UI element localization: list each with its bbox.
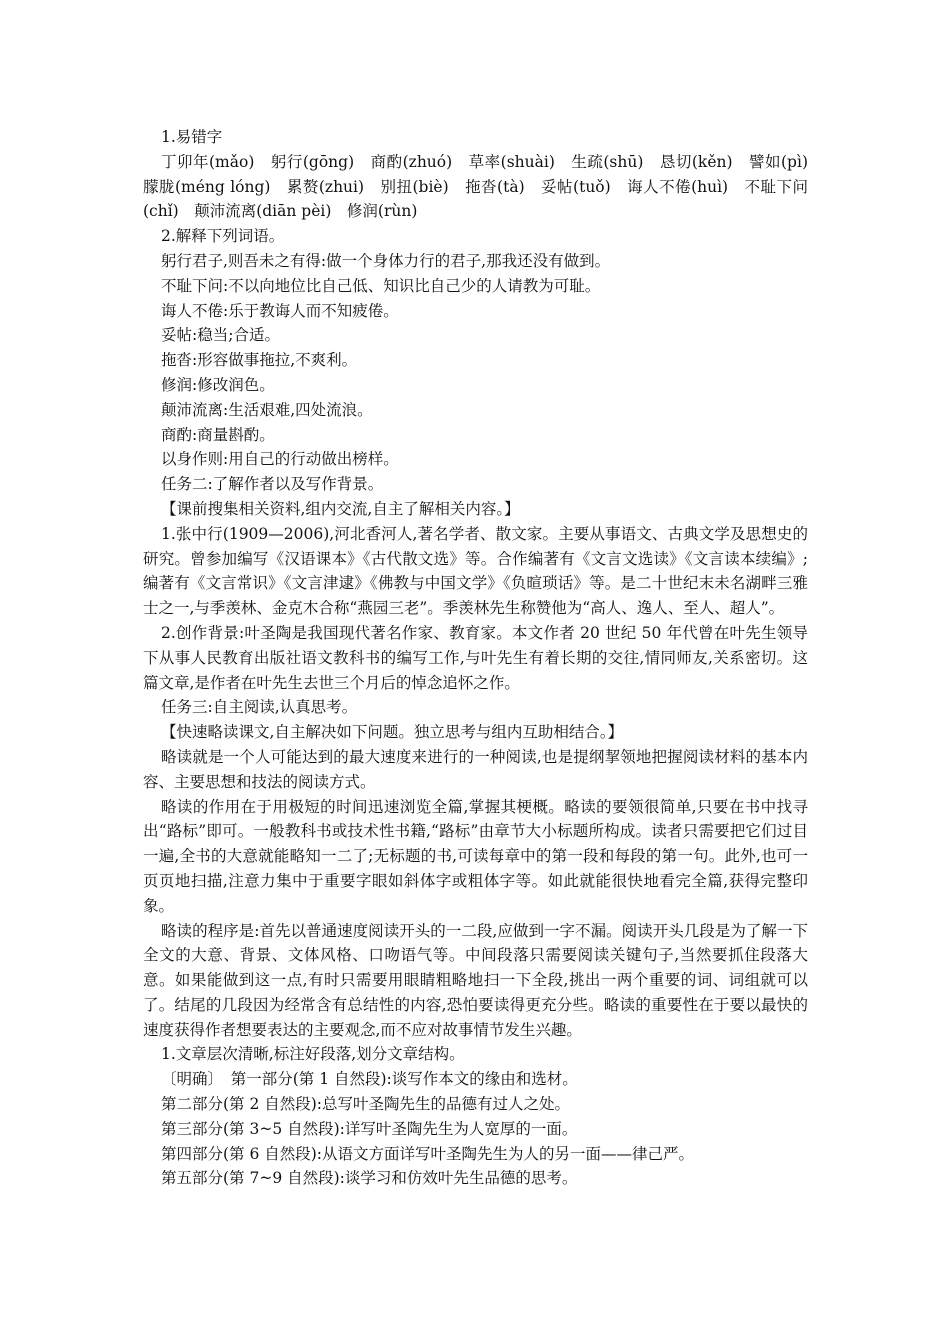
definition-item: 躬行君子,则吾未之有得:做一个身体力行的君子,那我还没有做到。 (161, 251, 611, 270)
task2-instruction: 【课前搜集相关资料,组内交流,自主了解相关内容。】 (161, 499, 520, 518)
skimming-paragraph: 略读的程序是:首先以普通速度阅读开头的一二段,应做到一字不漏。阅读开头几段是为了解一下全文的大意、背景、文体风格、口吻语气等。中间段落只需要阅读关键句子,当然要抓住段落大意。如果能做到这一点,有时只需要用眼睛粗略地扫一下全段,挑出一两个重要的词、词组就可以了。结尾的几段因为经常含有总结性的内容,恐怕要读得更充分些。略读的重要性在于要以最快的速度获得作者想要表达的主要观念,而不应对故事情节发生兴趣。 (143, 921, 808, 1039)
structure-answer-line: 〔明确〕 第一部分(第 1 自然段):谈写作本文的缘由和选材。 (161, 1070, 578, 1089)
section1-heading: 1.易错字 (161, 128, 223, 146)
definition-item: 诲人不倦:乐于教诲人而不知疲倦。 (161, 301, 399, 320)
pinyin-row-1: 丁卯年(mǎo) 躬行(gōng) 商酌(zhuó) 草率(shuài) 生疏(shū) 恳切(kěn) 譬如(pì) (161, 152, 808, 171)
structure-answer-line: 第三部分(第 3~5 自然段):详写叶圣陶先生为人宽厚的一面。 (161, 1119, 578, 1138)
definition-item: 商酌:商量斟酌。 (161, 425, 275, 444)
skimming-paragraph: 略读就是一个人可能达到的最大速度来进行的一种阅读,也是提纲挈领地把握阅读材料的基本内容、主要思想和技法的阅读方式。 (143, 747, 808, 791)
task3-instruction: 【快速略读课文,自主解决如下问题。独立思考与组内互助相结合。】 (161, 723, 624, 742)
background-paragraph: 2.创作背景:叶圣陶是我国现代著名作家、教育家。本文作者 20 世纪 50 年代曾在叶先生领导下从事人民教育出版社语文教科书的编写工作,与叶先生有着长期的交往,情同师友,关系密切。这篇文章,是作者在叶先生去世三个月后的悼念追怀之作。 (143, 623, 808, 692)
definition-item: 以身作则:用自己的行动做出榜样。 (161, 450, 399, 469)
pinyin-row-3: (chǐ) 颠沛流离(diān pèi) 修润(rùn) (143, 202, 418, 221)
definition-item: 不耻下问:不以向地位比自己低、知识比自己少的人请教为可耻。 (161, 276, 601, 295)
task3-title: 任务三:自主阅读,认真思考。 (161, 698, 358, 717)
structure-answer-line: 第二部分(第 2 自然段):总写叶圣陶先生的品德有过人之处。 (161, 1095, 571, 1114)
definition-item: 修润:修改润色。 (161, 375, 275, 394)
pinyin-row-2: 朦胧(méng lóng) 累赘(zhui) 别扭(biè) 拖沓(tà) 妥帖(tuǒ) 诲人不倦(huì) 不耻下问 (143, 177, 808, 196)
definition-item: 妥帖:稳当;合适。 (161, 326, 280, 345)
section2-heading: 2.解释下列词语。 (161, 227, 285, 246)
document-page (143, 125, 808, 1191)
definition-item: 拖沓:形容做事拖拉,不爽利。 (161, 351, 358, 370)
skimming-paragraph: 略读的作用在于用极短的时间迅速浏览全篇,掌握其梗概。略读的要领很简单,只要在书中找寻出“路标”即可。一般教科书或技术性书籍,“路标”由章节大小标题所构成。读者只需要把它们过目一遍,全书的大意就能略知一二了;无标题的书,可读每章中的第一段和每段的第一句。此外,也可一页页地扫描,注意力集中于重要字眼如斜体字或粗体字等。如此就能很快地看完全篇,获得完整印象。 (143, 797, 808, 915)
task2-title: 任务二:了解作者以及写作背景。 (161, 475, 384, 494)
author-paragraph: 1.张中行(1909—2006),河北香河人,著名学者、散文家。主要从事语文、古典文学及思想史的研究。曾参加编写《汉语课本》《古代散文选》等。合作编著有《文言文选读》《文言读本续编》;编著有《文言常识》《文言津逮》《佛教与中国文学》《负暄琐话》等。是二十世纪末未名湖畔三雅士之一,与季羡林、金克木合称“燕园三老”。季羡林先生称赞他为“高人、逸人、至人、超人”。 (143, 524, 808, 618)
definition-item: 颠沛流离:生活艰难,四处流浪。 (161, 400, 373, 419)
structure-question: 1.文章层次清晰,标注好段落,划分文章结构。 (161, 1045, 465, 1064)
structure-answer-line: 第五部分(第 7~9 自然段):谈学习和仿效叶先生品德的思考。 (161, 1169, 578, 1188)
structure-answer-line: 第四部分(第 6 自然段):从语文方面详写叶圣陶先生为人的另一面——律己严。 (161, 1144, 695, 1163)
